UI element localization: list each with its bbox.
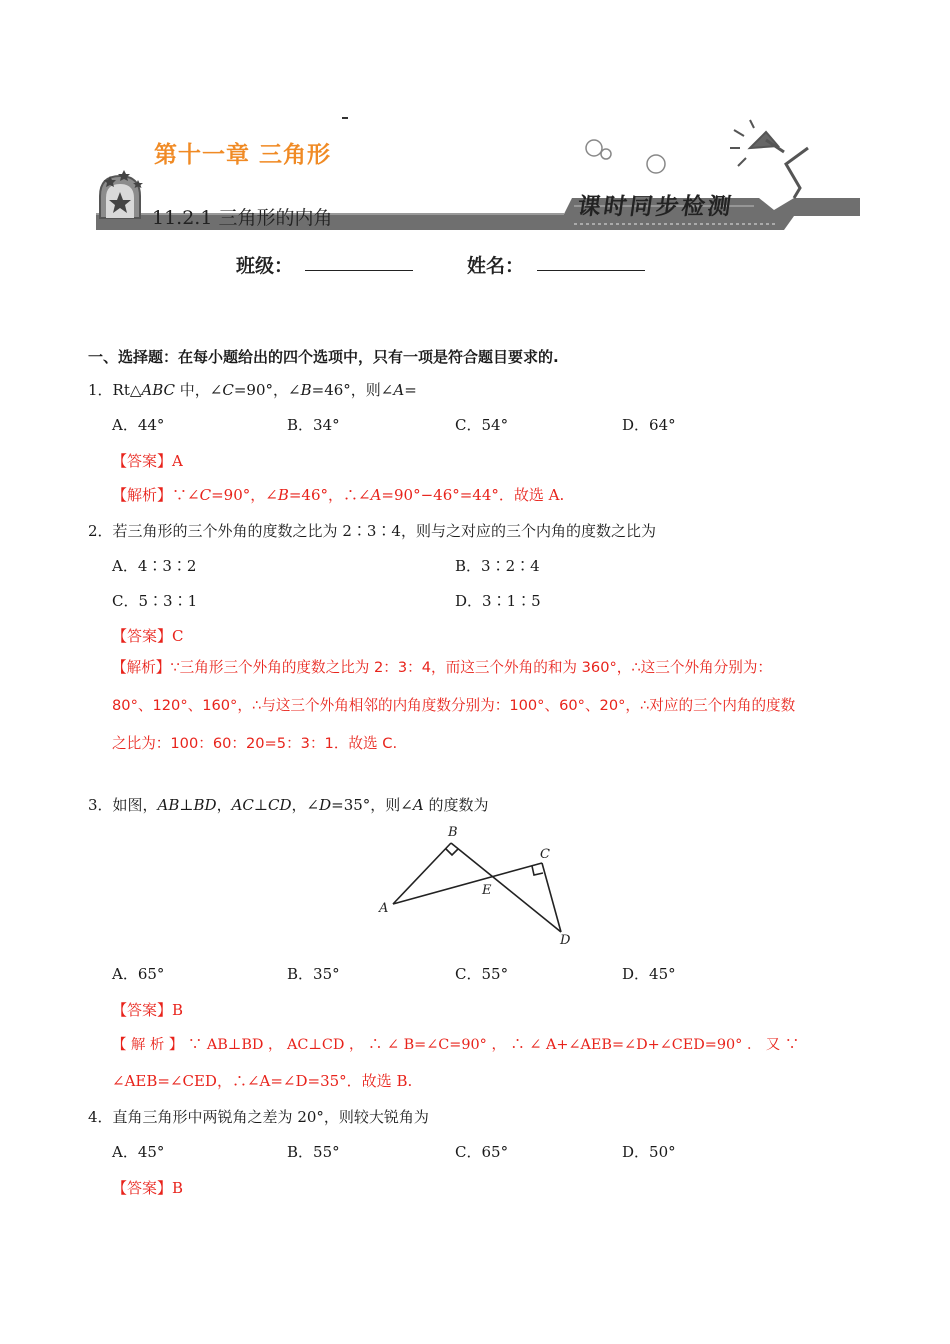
q3-answer: 【答案】B — [112, 1001, 184, 1019]
q3-option-b: B．35° — [287, 965, 340, 983]
brand-title: 课时同步检测 — [575, 193, 736, 220]
figure-label-b: B — [448, 825, 458, 840]
q4-option-b: B．55° — [287, 1143, 340, 1161]
q2-explanation-line1: 【解析】∵三角形三个外角的度数之比为 2：3：4，而这三个外角的和为 360°，∴这三个外角分别为： — [112, 659, 773, 676]
q4-option-a: A．45° — [112, 1143, 165, 1161]
q3-option-d: D．45° — [622, 965, 676, 983]
q2-option-a: A．4∶3∶2 — [112, 557, 197, 575]
header-top-tick — [342, 117, 348, 122]
figure-label-a: A — [379, 901, 389, 916]
q1-option-b: B．34° — [287, 416, 340, 434]
right-angle-c — [532, 866, 543, 875]
segment-cd — [542, 863, 561, 932]
q2-stem: 2．若三角形的三个外角的度数之比为 2∶3∶4，则与之对应的三个内角的度数之比为 — [88, 522, 656, 540]
name-label: 姓名： — [467, 255, 525, 277]
q1-stem: 1．Rt△ABC 中，∠C=90°，∠B=46°，则∠A= — [88, 381, 417, 399]
q2-option-c: C．5∶3∶1 — [112, 592, 198, 610]
class-label: 班级： — [236, 255, 294, 277]
q2-option-b: B．3∶2∶4 — [455, 557, 540, 575]
q2-answer: 【答案】C — [112, 627, 184, 645]
q2-option-d: D．3∶1∶5 — [455, 592, 541, 610]
q3-explanation-line2: ∠AEB=∠CED，∴∠A=∠D=35°．故选 B. — [112, 1072, 413, 1090]
name-blank — [537, 270, 645, 271]
q1-explanation: 【解析】∵∠C=90°，∠B=46°，∴∠A=90°−46°=44°．故选 A. — [112, 486, 565, 504]
figure-label-d: D — [560, 933, 571, 948]
section-heading: 一、选择题：在每小题给出的四个选项中，只有一项是符合题目要求的. — [88, 348, 559, 366]
class-blank — [305, 270, 413, 271]
q4-answer: 【答案】B — [112, 1179, 184, 1197]
q4-option-c: C．65° — [455, 1143, 509, 1161]
bubble-icon — [586, 140, 665, 173]
q3-option-c: C．55° — [455, 965, 509, 983]
q3-option-a: A．65° — [112, 965, 165, 983]
q3-figure — [374, 820, 584, 950]
q3-explanation-line1: 【 解 析 】 ∵ AB⊥BD ， AC⊥CD ， ∴ ∠ B=∠C=90° ， ∴ ∠ A+∠AEB=∠D+∠CED=90° ． 又 ∵ — [112, 1037, 800, 1053]
q1-option-c: C．54° — [455, 416, 509, 434]
q2-explanation-line2: 80°、120°、160°，∴与这三个外角相邻的内角度数分别为：100°、60°、20°，∴对应的三个内角的度数 — [112, 697, 796, 714]
figure-label-c: C — [540, 847, 550, 862]
chapter-title: 第十一章 三角形 — [154, 142, 332, 168]
desk-lamp-icon — [730, 120, 808, 198]
q4-option-d: D．50° — [622, 1143, 676, 1161]
star-emblem-icon — [100, 170, 143, 218]
figure-label-e: E — [482, 883, 492, 898]
q2-explanation-line3: 之比为：100：60：20=5：3：1．故选 C. — [112, 735, 398, 752]
q1-option-a: A．44° — [112, 416, 165, 434]
segment-ab — [393, 843, 451, 904]
q4-stem: 4．直角三角形中两锐角之差为 20°，则较大锐角为 — [88, 1108, 429, 1126]
section-title: 11.2.1 三角形的内角 — [152, 207, 333, 229]
q1-answer: 【答案】A — [112, 452, 183, 470]
q1-option-d: D．64° — [622, 416, 676, 434]
right-angle-b — [446, 849, 458, 855]
q3-stem: 3．如图，AB⊥BD，AC⊥CD，∠D=35°，则∠A 的度数为 — [88, 796, 489, 814]
